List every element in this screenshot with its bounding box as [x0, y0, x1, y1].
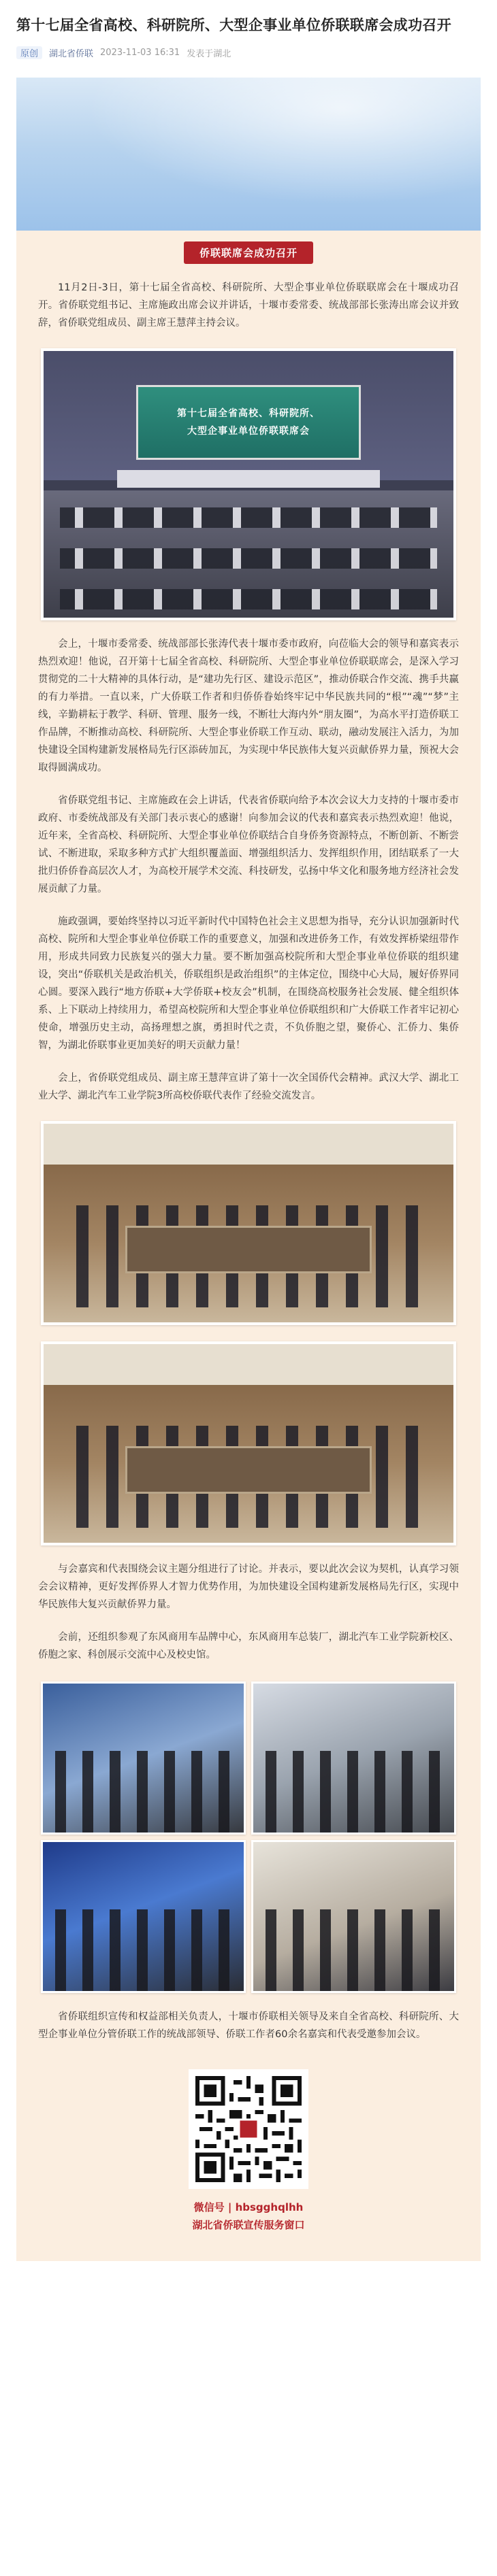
article-meta — [16, 45, 481, 60]
visit-photo-grid — [41, 1682, 456, 1993]
room-ceiling — [44, 1124, 453, 1165]
paragraph-discussion: 与会嘉宾和代表围绕会议主题分组进行了讨论。并表示，要以此次会议为契机，认真学习领会会议精神，更好发挥侨界人才智力优势作用，为加快建设全国构建新发展格局先行区，实现中华民族伟大复兴贡献侨界力量。 — [38, 1564, 459, 1610]
screen-text-line-2: 大型企事业单位侨联联席会 — [187, 426, 310, 437]
conference-table — [125, 1446, 371, 1494]
paragraph-zhangtao: 会上，十堰市委常委、统战部部长张涛代表十堰市委市政府，向莅临大会的领导和嘉宾表示热烈欢迎！他说，召开第十七届全省高校、科研院所、大型企事业单位侨联联席会，是深入学习贯彻党的二十大精神的具体行动，是“建功先行区、建设示范区”，推动侨联合作交流、携手共赢的有力举措。一直以来，广大侨联工作者和归侨侨眷始终牢记中华民族共同的“根”“魂”“梦”主线，辛勤耕耘于教学、科研、管理、服务一线，不断壮大海内外“朋友圈”，为高水平打造侨联工作品牌，不断推动高校、科研院所、大型企事业侨联工作互动、联动，融动发展注入活力，为加快建设全国构建新发展格局先行区添砖加瓦，为实现中华民族伟大复兴贡献侨界力量，预祝大会取得圆满成功。 — [38, 639, 459, 773]
header-banner-image — [16, 78, 481, 231]
conference-table — [125, 1226, 371, 1273]
original-tag: 原创 — [16, 46, 42, 59]
visitors — [55, 1909, 232, 1991]
paragraph-wanghuiping: 会上，省侨联党组成员、副主席王慧萍宣讲了第十一次全国侨代会精神。武汉大学、湖北工业大学、湖北汽车工业学院3所高校侨联代表作了经验交流发言。 — [38, 1073, 459, 1101]
paragraph-intro: 11月2日-3日，第十七届全省高校、科研院所、大型企事业单位侨联联席会在十堰成功召开。省侨联党组书记、主席施政出席会议并讲话，十堰市委常委、统战部部长张涛出席会议并致辞，省侨联党组成员、副主席王慧萍主持会议。 — [38, 282, 459, 329]
screen-text-line-1: 第十七届全省高校、科研院所、 — [177, 408, 320, 419]
wechat-id-caption: 微信号 | hbsgghqlhh — [193, 2201, 304, 2213]
stage-screen — [136, 385, 361, 460]
footer-qr-section — [30, 2069, 467, 2234]
audience-row — [60, 589, 437, 609]
visitors — [55, 1751, 232, 1833]
article-title: 第十七届全省高校、科研院所、大型企事业单位侨联联席会成功召开 — [16, 17, 451, 33]
visit-photo — [41, 1840, 246, 1993]
visit-photo — [41, 1682, 246, 1835]
paragraph-shizheng-emphasis: 施政强调，要始终坚持以习近平新时代中国特色社会主义思想为指导，充分认识加强新时代高校、院所和大型企事业单位侨联工作的重要意义，加强和改进侨务工作，有效发挥桥梁纽带作用，形成共同致力民族复兴的强大力量。要不断加强高校院所和大型企事业单位侨联的组织建设，突出“侨联机关是政治机关，侨联组织是政治组织”的主体定位，围绕中心大局，履好侨界同心圆。要深入践行“地方侨联+大学侨联+校友会”机制，在围绕高校服务社会发展、健全组织体系、上下联动上持续用力，希望高校院所和大型企事业单位侨联组织和广大侨联工作者牢记初心使命，增强历史主动，高扬理想之旗，勇担时代之责，不负侨胞之望，聚侨心、汇侨力、集侨智，为湖北侨联事业更加美好的明天贡献力量！ — [38, 916, 459, 1051]
group-discussion-photo-1 — [41, 1121, 456, 1325]
article-header — [0, 0, 497, 60]
paragraph-visit: 会前，还组织参观了东风商用车品牌中心，东风商用车总装厂，湖北汽车工业学院新校区、侨胞之家、科创展示交流中心及校史馆。 — [38, 1632, 459, 1660]
audience-row — [60, 548, 437, 569]
podium-table — [117, 470, 379, 488]
audience-row — [60, 507, 437, 528]
qr-code-icon — [195, 2076, 302, 2182]
article-body — [16, 231, 481, 2261]
paragraph-shizheng-speech: 省侨联党组书记、主席施政在会上讲话，代表省侨联向给予本次会议大力支持的十堰市委市政府、市委统战部及有关部门表示衷心的感谢！向参加会议的代表和嘉宾表示热烈欢迎！他说，近年来，全省高校、科研院所、大型企事业单位侨联结合自身侨务资源特点，不断创新、不断尝试、不断进取，采取多种方式扩大组织覆盖面、增强组织活力、发挥组织作用，团结联系了一大批归侨侨眷高层次人才，为高校开展学术交流、科技研发，弘扬中华文化和服务地方经济社会发展贡献了力量。 — [38, 795, 459, 894]
visitors — [266, 1751, 443, 1833]
publish-datetime: 2023-11-03 16:31 — [100, 47, 180, 58]
group-discussion-photo-2 — [41, 1341, 456, 1545]
publish-location: 发表于湖北 — [187, 48, 231, 59]
section-title-badge: 侨联联席会成功召开 — [184, 241, 313, 264]
banner-highlight — [16, 78, 481, 231]
account-link[interactable]: 湖北省侨联 — [49, 48, 94, 59]
visitors — [266, 1909, 443, 1991]
paragraph-attendees: 省侨联组织宣传和权益部相关负责人，十堰市侨联相关领导及来自全省高校、科研院所、大型企事业单位分管侨联工作的统战部领导、侨联工作者60余名嘉宾和代表受邀参加会议。 — [38, 2011, 459, 2040]
conference-hall-photo — [41, 348, 456, 620]
wechat-qr-code[interactable] — [189, 2069, 308, 2189]
room-ceiling — [44, 1344, 453, 1385]
visit-photo — [251, 1840, 456, 1993]
visit-photo — [251, 1682, 456, 1835]
account-name-caption: 湖北省侨联宣传服务窗口 — [192, 2219, 305, 2231]
